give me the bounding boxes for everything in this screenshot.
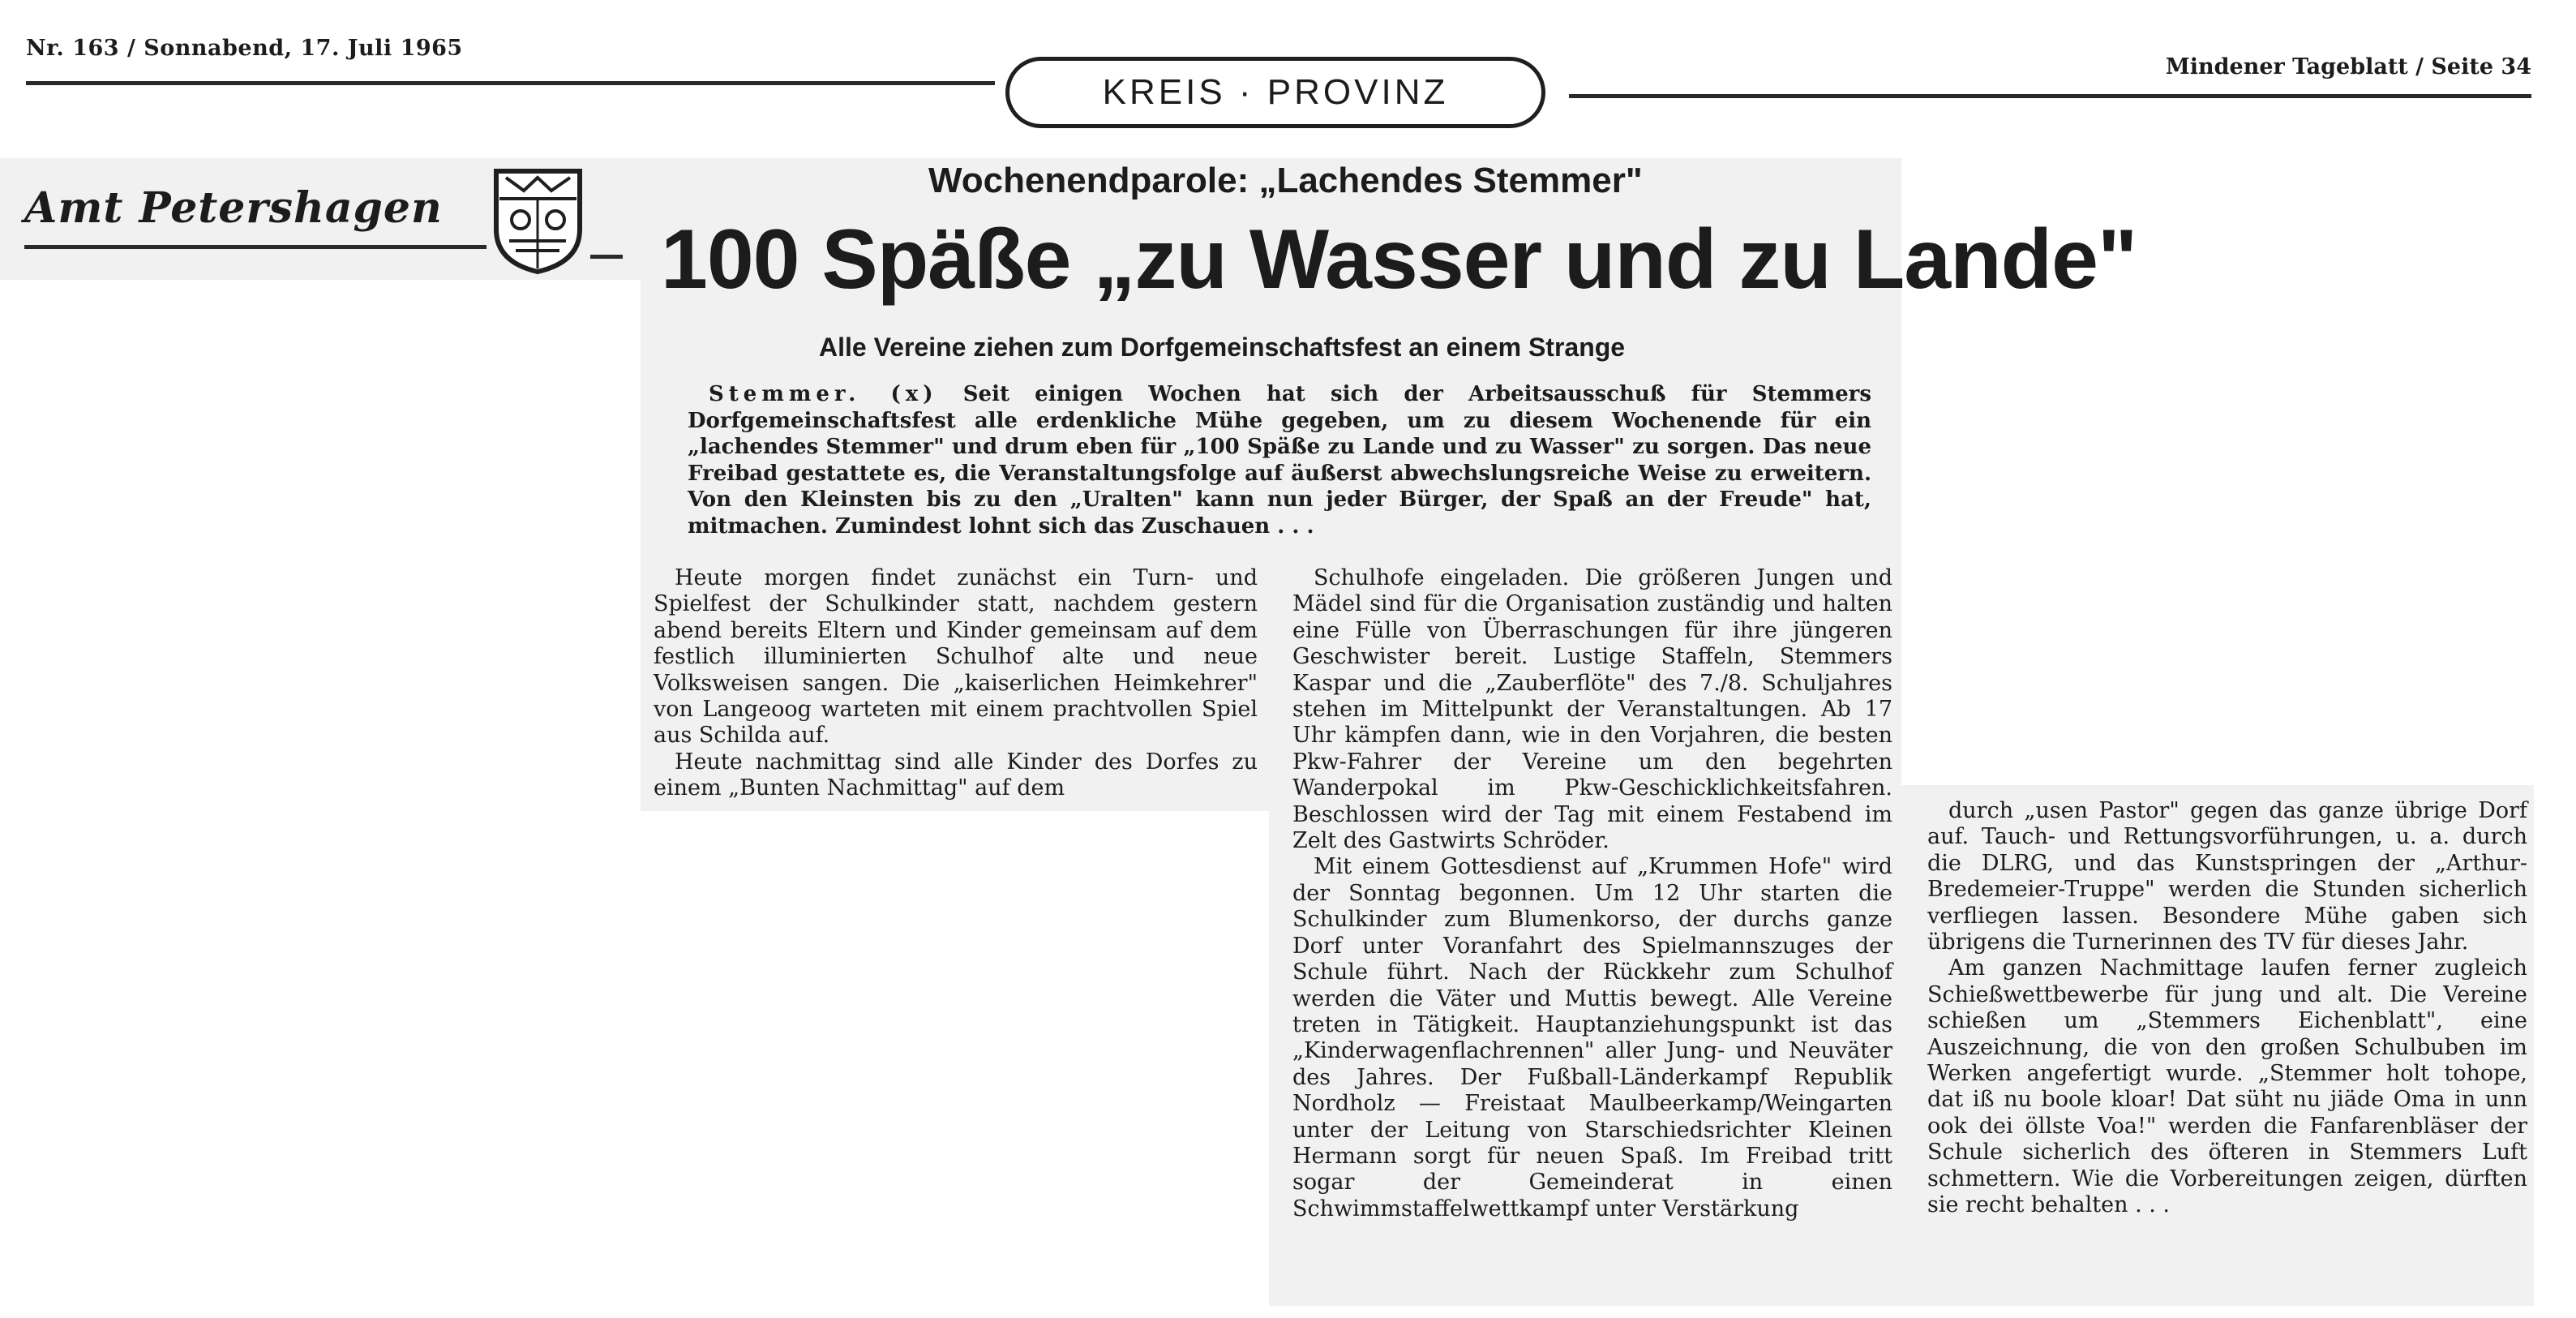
body-column-3 <box>1927 798 2527 1219</box>
body-column-1 <box>654 565 1258 802</box>
coat-of-arms-icon <box>491 166 585 276</box>
column-2-paragraph-2: Mit einem Gottesdienst auf „Krummen Hofe" wird der Sonntag begonnen. Um 12 Uhr starten die Schulkinder zum Blumenkorso, der durchs ganze Dorf unter Voranfahrt des Spielmannszuges der Schule führt. Nach der Rückkehr zum Schulhof werden die Väter und Muttis bewegt. Alle Vereine treten in Tätigkeit. Hauptanziehungspunkt ist das „Kinderwagenflachrennen" aller Jung- und Neuväter des Jahres. Der Fußball-Länderkampf Republik Nordholz — Freistaat Maulbeerkamp/Weingarten unter der Leitung von Starschiedsrichter Kleinen Hermann sorgt für neuen Spaß. Im Freibad tritt sogar der Gemeinderat in einen Schwimmstaffelwettkampf unter Verstärkung <box>1292 854 1892 1221</box>
column-3-paragraph-2: Am ganzen Nachmittage laufen ferner zugleich Schießwettbewerbe für jung und alt. Die Vereine schießen um „Stemmers Eichenblatt", eine Auszeichnung, die von den großen Schulbuben im Werken angefertigt wurde. „Stemmer holt tohope, dat iß nu boole kloar! Dat süht nu jiäde Oma in unn ook dei öllste Voa!" werden die Fanfarenbläser der Schule sicherlich des öfteren in Stemmers Luft schmettern. Wie die Vorbereitungen zeigen, dürften sie recht behalten . . . <box>1927 955 2527 1218</box>
region-rule <box>24 245 486 249</box>
column-2-paragraph-1: Schulhofe eingeladen. Die größeren Jungen und Mädel sind für die Organisation zuständig und halten eine Fülle von Überraschungen für ihre jüngeren Geschwister bereit. Lustige Staffeln, Stemmers Kaspar und die „Zauberflöte" des 7./8. Schuljahres stehen im Mittelpunkt der Veranstaltungen. Ab 17 Uhr kämpfen dann, wie in den Vorjahren, die besten Pkw-Fahrer der Vereine um den begehrten Wanderpokal im Pkw-Geschicklichkeitsfahren. Beschlossen wird der Tag mit einem Festabend im Zelt des Gastwirts Schröder. <box>1292 565 1892 854</box>
article-headline: 100 Späße „zu Wasser und zu Lande" <box>661 213 2137 307</box>
region-rule-dash <box>590 255 623 259</box>
section-label: KREIS · PROVINZ <box>1005 57 1545 128</box>
column-1-paragraph-2: Heute nachmittag sind alle Kinder des Dorfes zu einem „Bunten Nachmittag" auf dem <box>654 749 1258 801</box>
column-1-paragraph-1: Heute morgen findet zunächst ein Turn- und Spielfest der Schulkinder statt, nachdem gestern abend bereits Eltern und Kinder gemeinsam auf dem festlich illuminierten Schulhof alte und neue Volksweisen sangen. Die „kaiserlichen Heimkehrer" von Langeoog warteten mit einem prachtvollen Spiel aus Schilda auf. <box>654 565 1258 749</box>
lead-dateline: Stemmer. (x) <box>709 382 938 406</box>
paper-page: Mindener Tageblatt / Seite 34 <box>2165 54 2531 79</box>
column-3-paragraph-1: durch „usen Pastor" gegen das ganze übrige Dorf auf. Tauch- und Rettungsvorführungen, u. a. durch die DLRG, und das Kunstspringen der „Arthur-Bredemeier-Truppe" werden die Stunden sicherlich verfliegen lassen. Besondere Mühe gaben sich übrigens die Turnerinnen des TV für dieses Jahr. <box>1927 798 2527 955</box>
body-column-2 <box>1292 565 1892 1222</box>
article-kicker: Wochenendparole: „Lachendes Stemmer" <box>928 161 1643 200</box>
masthead-rule-right <box>1569 94 2531 98</box>
masthead-rule-left <box>26 81 995 85</box>
lead-text: Seit einigen Wochen hat sich der Arbeitsausschuß für Stemmers Dorfgemeinschaftsfest alle erdenkliche Mühe gegeben, um zu diesem Wochenende für ein „lachendes Stemmer" und drum eben für „100 Späße zu Lande und zu Wasser" zu sorgen. Das neue Freibad gestattete es, die Veranstaltungsfolge auf äußerst abwechslungsreiche Weise zu erweitern. Von den Kleinsten bis zu den „Uralten" kann nun jeder Bürger, der Spaß an der Freude" hat, mitmachen. Zumindest lohnt sich das Zuschauen . . . <box>688 382 1871 539</box>
issue-date: Nr. 163 / Sonnabend, 17. Juli 1965 <box>26 36 463 61</box>
article-lead <box>688 381 1871 539</box>
region-name: Amt Petershagen <box>24 183 443 233</box>
article-subheadline: Alle Vereine ziehen zum Dorfgemeinschaftsfest an einem Strange <box>819 333 1626 362</box>
